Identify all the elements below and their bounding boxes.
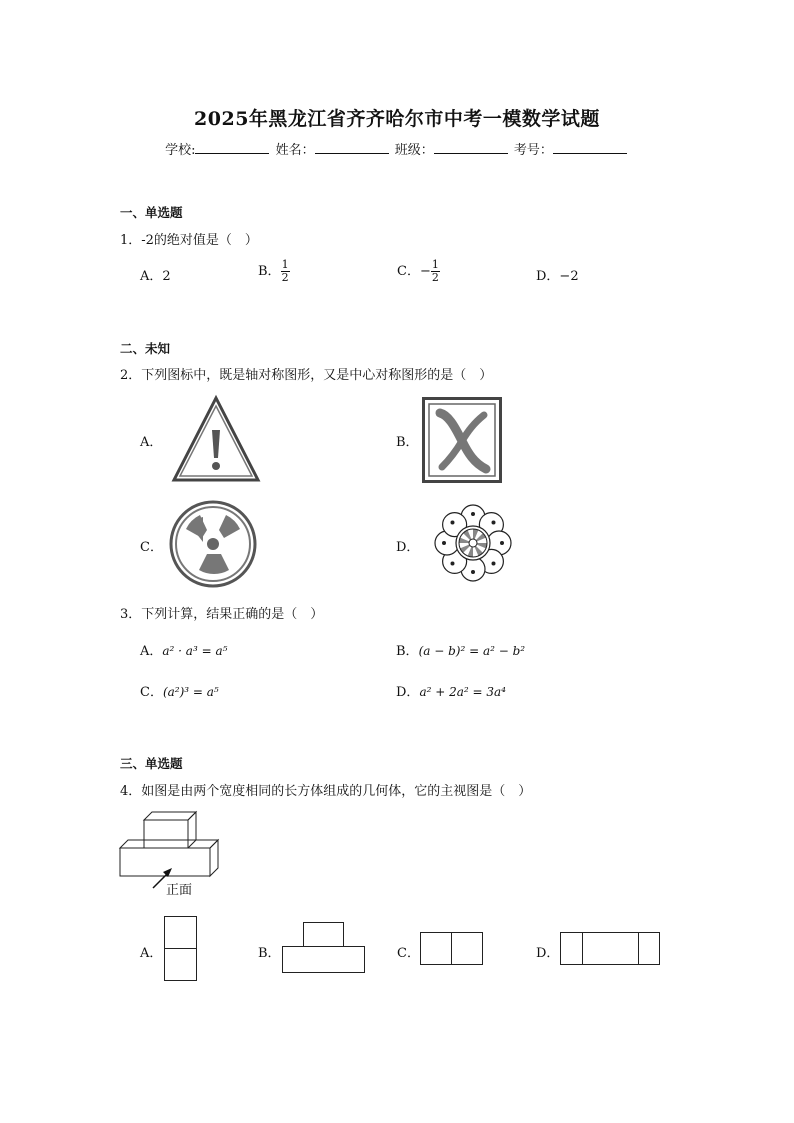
fraction-denominator: 2 [431, 271, 439, 284]
q3-option-a-label: A． [140, 644, 163, 659]
front-view-label: 正面 [166, 883, 193, 898]
fraction-numerator: 1 [431, 258, 439, 271]
q4-option-b-figure [282, 922, 366, 974]
question-4-stem: 4．如图是由两个宽度相同的长方体组成的几何体，它的主视图是（ ） [120, 784, 532, 799]
q4-option-a-label: A． [140, 946, 163, 961]
q3-option-d-label: D． [396, 685, 420, 700]
q3-option-b-label: B． [396, 644, 419, 659]
flower-pattern-icon [433, 503, 513, 583]
q3-option-b [396, 640, 525, 659]
q4-option-c-label: C． [397, 946, 420, 961]
q1-option-c-fraction [431, 259, 440, 284]
q1-option-b [258, 259, 290, 284]
section-heading-1: 一、单选题 [120, 205, 183, 220]
q2-option-c-label: C． [140, 540, 163, 555]
class-blank [434, 141, 508, 154]
radiation-icon [169, 500, 257, 588]
q3-option-c [140, 681, 219, 700]
q4-option-a-figure [164, 916, 198, 982]
name-blank [315, 141, 389, 154]
page-title: 2025年黑龙江省齐齐哈尔市中考一模数学试题 [194, 108, 600, 130]
q1-option-b-label: B． [258, 264, 281, 279]
student-info-line [0, 139, 794, 158]
q3-option-b-expression: (a − b)² = a² − b² [418, 644, 526, 658]
q1-option-c [397, 259, 440, 284]
q3-option-a [140, 640, 227, 659]
q1-option-d: D．−2 [536, 269, 579, 284]
class-label: 班级： [394, 143, 434, 158]
section-heading-2: 二、未知 [120, 341, 171, 356]
exam-number-blank [553, 141, 627, 154]
q3-option-d [396, 681, 506, 700]
q3-option-c-expression: (a²)³ = a⁵ [162, 685, 219, 699]
question-2-stem: 2．下列图标中，既是轴对称图形，又是中心对称图形的是（ ） [120, 368, 493, 383]
q1-option-a: A．2 [140, 269, 171, 284]
q3-option-a-expression: a² · a³ = a⁵ [162, 644, 228, 658]
school-label: 学校: [165, 143, 196, 158]
q4-option-b-label: B． [258, 946, 281, 961]
q4-option-c-figure [420, 932, 484, 966]
fraction-denominator: 2 [281, 271, 289, 284]
q2-option-b-label: B． [396, 435, 419, 450]
q3-option-c-label: C． [140, 685, 163, 700]
q2-option-d-label: D． [396, 540, 420, 555]
q4-option-d-label: D． [536, 946, 560, 961]
q3-option-d-expression: a² + 2a² = 3a⁴ [419, 685, 506, 699]
cross-box-icon [422, 397, 502, 483]
q2-option-a-label: A． [140, 435, 163, 450]
q4-option-d-figure [560, 932, 661, 966]
name-label: 姓名： [275, 143, 315, 158]
question-3-stem: 3．下列计算，结果正确的是（ ） [120, 607, 324, 622]
warning-triangle-icon [172, 396, 260, 482]
q1-option-b-fraction [281, 259, 290, 284]
exam-number-label: 考号： [513, 143, 553, 158]
q1-option-c-label: C．− [397, 264, 431, 279]
question-1-stem: 1．-2的绝对值是（ ） [120, 233, 258, 248]
school-blank [195, 141, 269, 154]
fraction-numerator: 1 [281, 258, 289, 271]
section-heading-3: 三、单选题 [120, 756, 183, 771]
